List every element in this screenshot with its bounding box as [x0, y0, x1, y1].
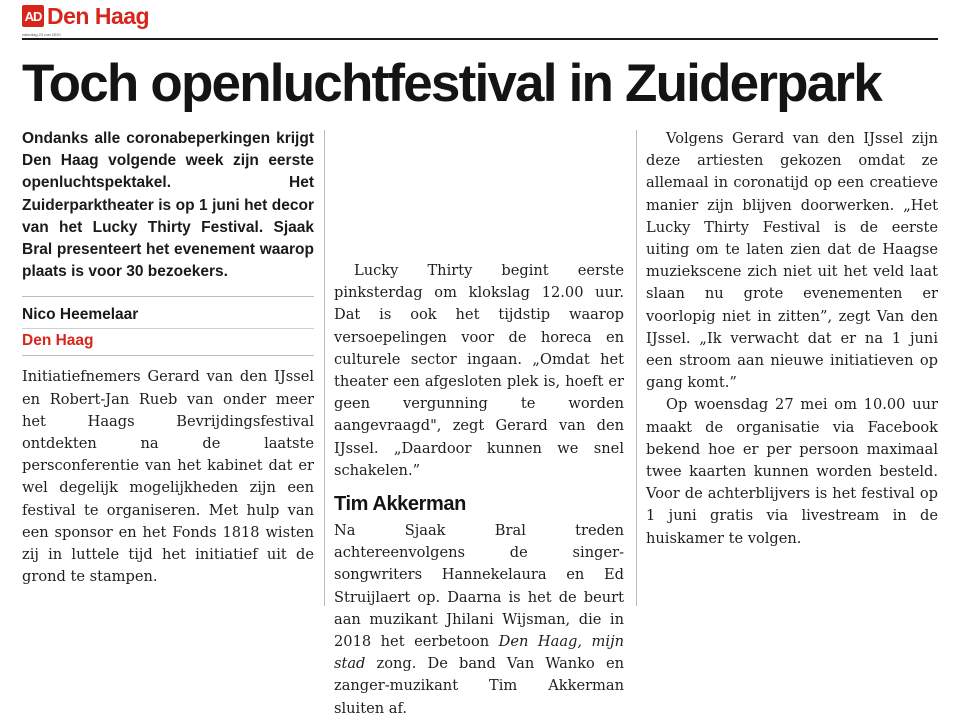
masthead-rule: [22, 38, 938, 40]
masthead: [22, 4, 149, 28]
headline: Toch openluchtfestival in Zuiderpark: [22, 54, 881, 113]
lead-paragraph: Ondanks alle coronabeperkingen krijgt Den Haag volgende week zijn eerste openluchtspektakel. Het Zuiderparktheater is op 1 juni het decor van het Lucky Thirty Festival. Sjaak Bral presenteert het evenement waarop plaats is voor 30 bezoekers.: [22, 130, 314, 281]
body-paragraph-2: Lucky Thirty begint eerste pinksterdag om klokslag 12.00 uur. Dat is ook het tijdstip waarop versoepelingen voor de horeca en culturele sector ingaan. „Omdat het theater een afgesloten plek is, hoeft er geen vergunning te worden aangevraagd", zegt Gerard van den IJssel. „Daardoor kunnen we snel schakelen.”: [334, 262, 624, 479]
ad-logo: AD: [22, 5, 44, 27]
location-byline: Den Haag: [22, 332, 94, 350]
body-paragraph-3: Na Sjaak Bral treden achtereenvolgens de singer-songwriters Hannekelaura en Ed Struijlaert op. Daarna is het de beurt aan muzikant Jhilani Wijsman, die in 2018 het eerbetoon Den Haag, mijn stad zong. De band Van Wanko en zanger-muzikant Tim Akkerman sluiten af.: [334, 522, 624, 717]
byline-divider: [22, 328, 314, 329]
byline-divider: [22, 355, 314, 356]
body-paragraph-5: Op woensdag 27 mei om 10.00 uur maakt de organisatie via Facebook bekend hoe er per persoon maximaal twee kaarten kunnen worden besteld. Voor de achterblijvers is het festival op 1 juni gratis via livestream in de huiskamer te volgen.: [646, 396, 938, 547]
dateline: zaterdag 23 mei 2020: [22, 32, 61, 37]
body-paragraph-4: Volgens Gerard van den IJssel zijn deze artiesten gekozen omdat ze allemaal in coronatijd op een creatieve manier zijn blijven doorwerken. „Het Lucky Thirty Festival is de eerste uiting om te laten zien dat de Haagse muziekscene zich niet uit het veld laat slaan nu grote evenementen er voorlopig niet in zitten”, zegt Van den IJssel. „Ik verwacht dat er na 1 juni een stroom aan nieuwe initiatieven op gang komt.”: [646, 130, 938, 392]
song-title: Den Haag, mijn stad: [334, 633, 624, 673]
subheading: Tim Akkerman: [334, 493, 466, 516]
byline-divider: [22, 296, 314, 297]
column-2: [334, 128, 624, 720]
column-1: [22, 128, 314, 588]
body-paragraph-1: Initiatiefnemers Gerard van den IJssel en Robert-Jan Rueb van onder meer het Haags Bevrijdingsfestival ontdekten na de laatste persconferentie van het kabinet dat er wel degelijk mogelijkheden zijn een festival te organiseren. Met hulp van een sponsor en het Fonds 1818 wisten zij in luttele tijd het initiatief uit de grond te stampen.: [22, 368, 314, 586]
column-3: [646, 128, 938, 550]
column-divider: [636, 130, 637, 606]
edition-title: Den Haag: [47, 3, 150, 29]
author-byline: Nico Heemelaar: [22, 306, 139, 324]
column-divider: [324, 130, 325, 606]
